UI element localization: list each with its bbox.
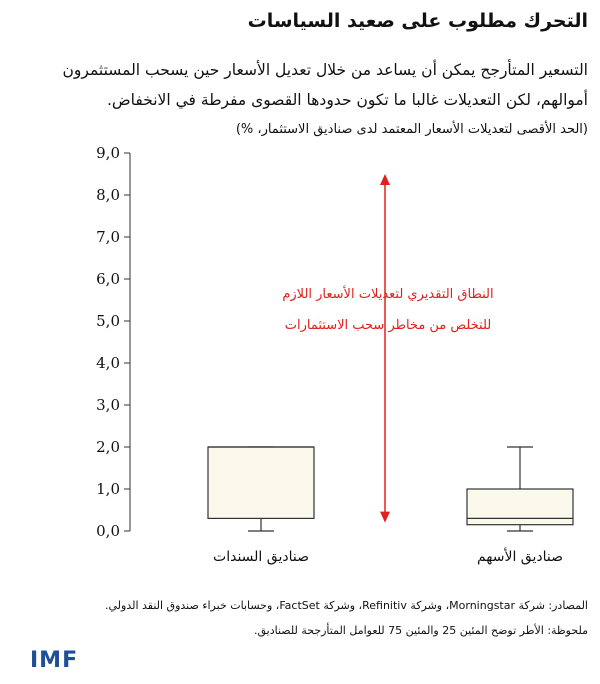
y-tick-label: 2,0 — [96, 438, 120, 456]
y-tick-label: 9,0 — [96, 144, 120, 162]
annotation-line-2: للتخلص من مخاطر سحب الاستثمارات — [284, 318, 492, 333]
sources-note: المصادر: شركة Morningstar، وشركة Refinitiv، وشركة FactSet، وحسابات خبراء صندوق النقد الدولي. — [104, 599, 588, 612]
chart-subtitle: التسعير المتأرجح يمكن أن يساعد من خلال تعديل الأسعار حين يسحب المستثمرون أموالهم، لكن التعديلات غالبا ما تكون حدودها القصوى مفرطة في الانخفاض. — [62, 61, 588, 109]
y-tick-label: 3,0 — [96, 396, 120, 414]
y-tick-label: 4,0 — [96, 354, 120, 372]
x-category-label: صناديق السندات — [213, 549, 309, 565]
x-category-label: صناديق الأسهم — [476, 549, 564, 565]
y-tick-label: 6,0 — [96, 270, 120, 288]
annotation-line-1: النطاق التقديري لتعديلات الأسعار اللازم — [282, 287, 494, 302]
box-iqr — [208, 447, 314, 518]
range-arrow-head-top — [380, 174, 390, 185]
imf-logo: IMF — [30, 648, 79, 673]
y-axis-label: (الحد الأقصى لتعديلات الأسعار المعتمد لدى صناديق الاستثمار، %) — [235, 122, 588, 137]
y-tick-label: 5,0 — [96, 312, 120, 330]
range-arrow-head-bottom — [380, 512, 390, 523]
chart-title: التحرك مطلوب على صعيد السياسات — [247, 10, 588, 32]
box-iqr — [467, 489, 573, 525]
y-tick-label: 1,0 — [96, 480, 120, 498]
y-tick-label: 7,0 — [96, 228, 120, 246]
chart-note: ملحوظة: الأطر توضح المئين 25 والمئين 75 للعوامل المتأرجحة للصناديق. — [253, 624, 588, 637]
y-tick-label: 0,0 — [96, 522, 120, 540]
y-tick-label: 8,0 — [96, 186, 120, 204]
